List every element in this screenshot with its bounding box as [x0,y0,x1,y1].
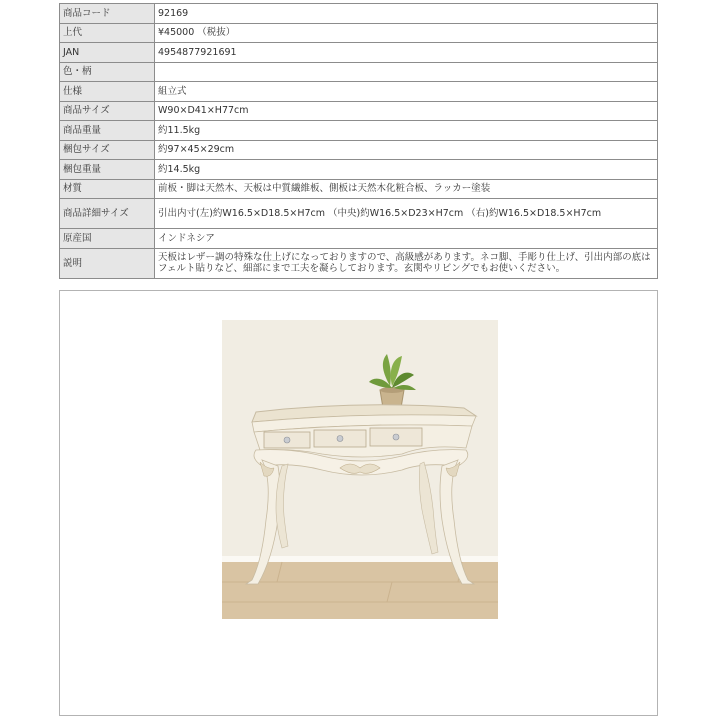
spec-label: 説明 [60,248,155,278]
spec-row [60,179,658,199]
spec-row [60,248,658,278]
spec-value: W90×D41×H77cm [155,101,658,121]
spec-label: 梱包サイズ [60,140,155,160]
spec-row [60,140,658,160]
spec-label: 色・柄 [60,62,155,82]
spec-value: 約11.5kg [155,121,658,141]
spec-value: 引出内寸(左)約W16.5×D18.5×H7cm （中央)約W16.5×D23×H7cm （右)約W16.5×D18.5×H7cm [155,199,658,229]
spec-value: 組立式 [155,82,658,102]
spec-row [60,160,658,180]
spec-value: インドネシア [155,229,658,249]
spec-label: 商品サイズ [60,101,155,121]
spec-value: 92169 [155,4,658,24]
spec-value: ¥45000 （税抜） [155,23,658,43]
spec-label: 商品コード [60,4,155,24]
spec-row [60,23,658,43]
spec-row [60,229,658,249]
spec-row [60,62,658,82]
spec-row [60,43,658,63]
product-spec-table [59,3,658,279]
spec-value: 約14.5kg [155,160,658,180]
spec-row [60,121,658,141]
spec-label: 商品詳細サイズ [60,199,155,229]
spec-label: 上代 [60,23,155,43]
spec-value: 約97×45×29cm [155,140,658,160]
spec-row [60,4,658,24]
spec-label: 仕様 [60,82,155,102]
spec-label: 商品重量 [60,121,155,141]
spec-label: 材質 [60,179,155,199]
product-photo [222,320,498,619]
spec-row [60,199,658,229]
spec-label: JAN [60,43,155,63]
spec-value [155,62,658,82]
spec-value: 前板・脚は天然木、天板は中質繊維板、側板は天然木化粧合板、ラッカー塗装 [155,179,658,199]
spec-label: 梱包重量 [60,160,155,180]
product-photo-frame [59,290,658,716]
spec-row [60,82,658,102]
spec-table-body [60,4,658,279]
spec-value: 4954877921691 [155,43,658,63]
spec-row [60,101,658,121]
spec-value: 天板はレザー調の特殊な仕上げになっておりますので、高級感があります。ネコ脚、手彫り仕上げ、引出内部の底はフェルト貼りなど、細部にまで工夫を凝らしております。玄関やリビングでもお使いください。 [155,248,658,278]
spec-label: 原産国 [60,229,155,249]
